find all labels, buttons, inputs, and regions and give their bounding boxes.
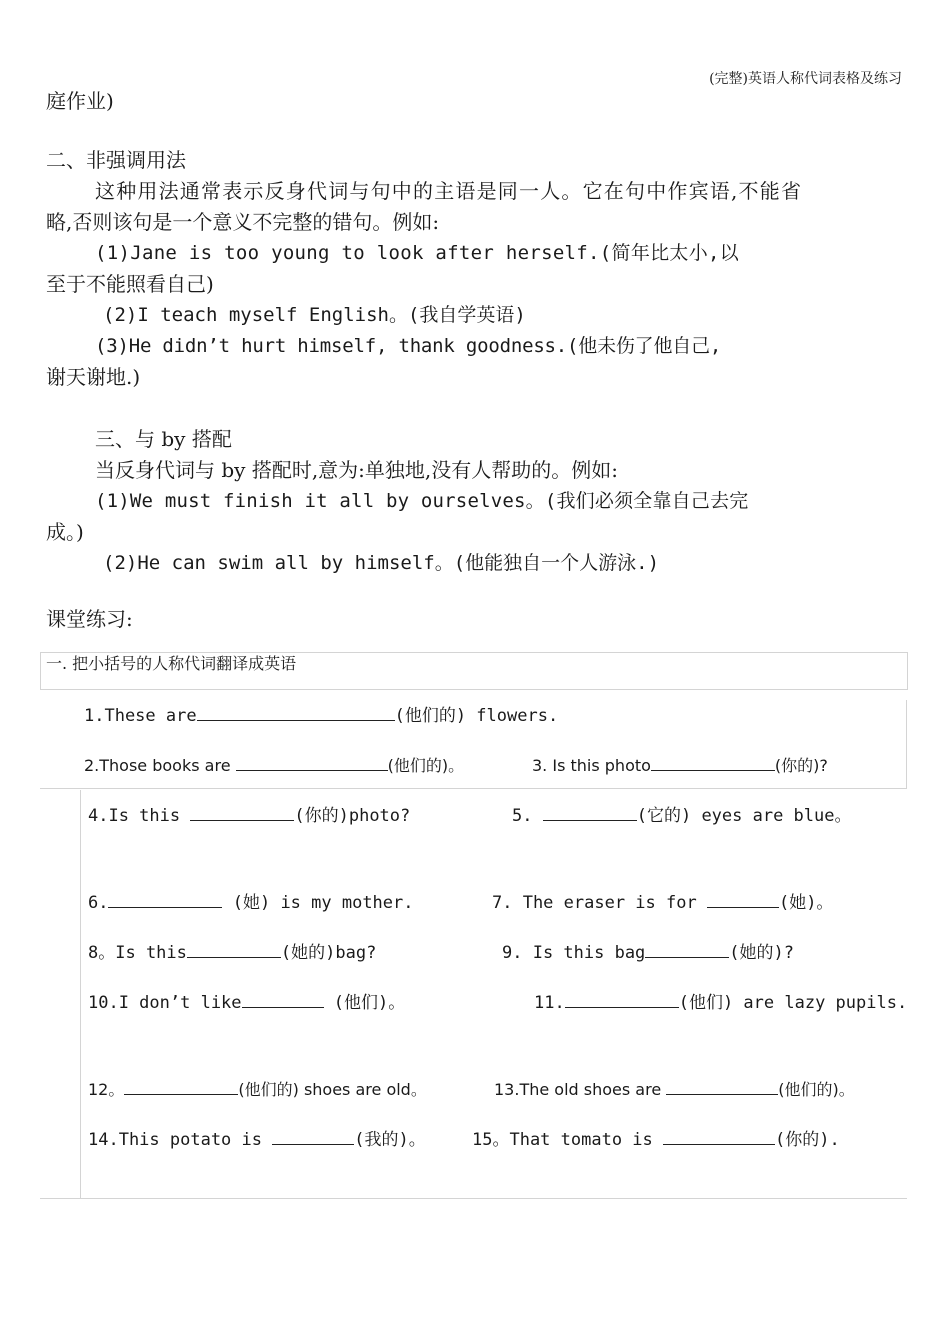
- question-3: 3. Is this photo (你的)?: [532, 752, 828, 777]
- answer-blank-9[interactable]: [645, 939, 729, 958]
- section3-paragraph: 当反身代词与 by 搭配时,意为:单独地,没有人帮助的。例如:: [95, 458, 619, 482]
- section2-example1: (1)Jane is too young to look after herself.(简年比太小,以: [95, 242, 740, 264]
- answer-blank-13[interactable]: [666, 1076, 778, 1095]
- answer-blank-8[interactable]: [187, 939, 281, 958]
- question-13: 13.The old shoes are (他们的)。: [494, 1076, 855, 1101]
- answer-blank-12[interactable]: [124, 1076, 238, 1095]
- answer-blank-10[interactable]: [242, 989, 324, 1008]
- section2-paragraph-line1: 这种用法通常表示反身代词与句中的主语是同一人。它在句中作宾语,不能省: [95, 179, 803, 203]
- section3-heading: 三、与 by 搭配: [95, 427, 232, 451]
- section3-example1-cont: 成。): [46, 520, 84, 544]
- exercise-bottom-rule: [40, 1198, 906, 1199]
- section3-example1: (1)We must finish it all by ourselves。(我们必须全靠自己去完: [95, 490, 749, 512]
- question-4: 4.Is this (你的)photo?: [88, 802, 410, 827]
- question-8: 8。Is this (她的)bag?: [88, 939, 376, 964]
- answer-blank-11[interactable]: [565, 989, 679, 1008]
- question-10: 10.I don’t like (他们)。: [88, 989, 405, 1014]
- answer-blank-3[interactable]: [651, 752, 775, 771]
- section2-example2: (2)I teach myself English。(我自学英语): [103, 304, 526, 326]
- question-15: 15。That tomato is (你的).: [472, 1126, 840, 1151]
- question-6: 6. (她) is my mother.: [88, 889, 414, 914]
- section2-example3-cont: 谢天谢地.): [46, 365, 141, 389]
- section2-example3: (3)He didn’t hurt himself, thank goodness.(他未伤了他自己,: [95, 335, 722, 357]
- question-11: 11. (他们) are lazy pupils.: [534, 989, 907, 1014]
- answer-blank-1[interactable]: [197, 702, 395, 721]
- answer-blank-5[interactable]: [543, 802, 637, 821]
- paragraph-tail: 庭作业): [46, 89, 114, 113]
- question-9: 9. Is this bag (她的)?: [502, 939, 794, 964]
- answer-blank-6[interactable]: [108, 889, 222, 908]
- practice-heading: 课堂练习:: [46, 607, 133, 631]
- question-5: 5. (它的) eyes are blue。: [512, 802, 852, 827]
- answer-blank-7[interactable]: [707, 889, 779, 908]
- document-header-title: (完整)英语人称代词表格及练习: [709, 71, 902, 87]
- question-12: 12。 (他们的) shoes are old。: [88, 1076, 427, 1101]
- section2-heading: 二、非强调用法: [46, 148, 186, 172]
- section2-paragraph-line2: 略,否则该句是一个意义不完整的错句。例如:: [46, 210, 440, 234]
- answer-blank-2[interactable]: [236, 752, 388, 771]
- answer-blank-15[interactable]: [663, 1126, 775, 1145]
- exercise-section-title: 一. 把小括号的人称代词翻译成英语: [46, 654, 297, 673]
- section3-example2: (2)He can swim all by himself。(他能独自一个人游泳.): [103, 552, 660, 574]
- question-1: 1.These are (他们的) flowers.: [84, 702, 558, 727]
- answer-blank-14[interactable]: [272, 1126, 354, 1145]
- question-2: 2.Those books are (他们的)。: [84, 752, 464, 777]
- section2-example1-cont: 至于不能照看自己): [46, 272, 214, 296]
- question-7: 7. The eraser is for (她)。: [492, 889, 833, 914]
- answer-blank-4[interactable]: [190, 802, 294, 821]
- question-14: 14.This potato is (我的)。: [88, 1126, 426, 1151]
